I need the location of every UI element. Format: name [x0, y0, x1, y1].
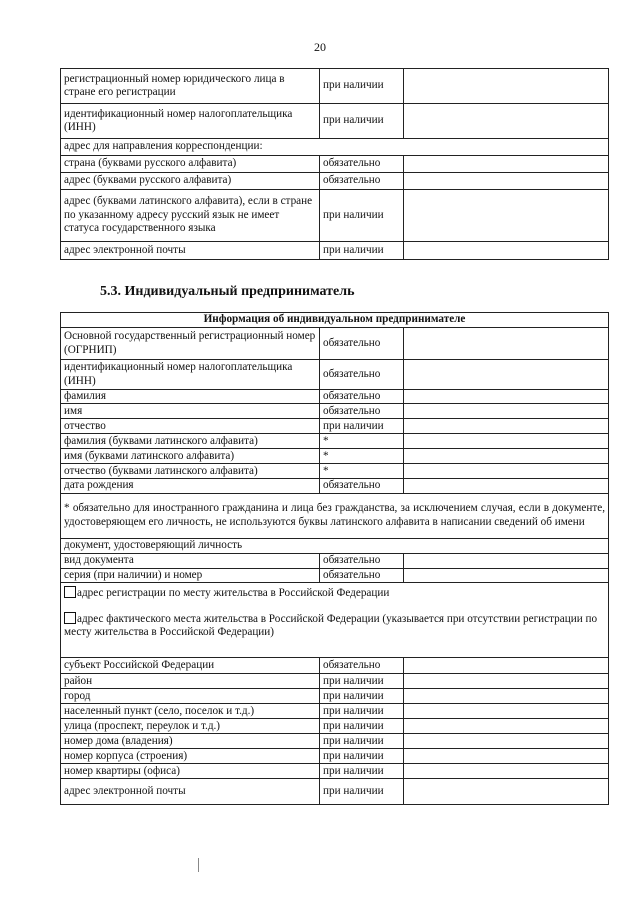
value-cell [404, 464, 609, 479]
address-option-actual[interactable] [64, 612, 605, 640]
address-options [61, 583, 609, 658]
requirement-value: при наличии [320, 704, 404, 719]
field-label: улица (проспект, переулок и т.д.) [61, 719, 320, 734]
table-row [61, 764, 609, 779]
field-label: отчество (буквами латинского алфавита) [61, 464, 320, 479]
table-row [61, 69, 609, 104]
field-label: фамилия [61, 390, 320, 404]
table-row [61, 658, 609, 674]
value-cell [404, 390, 609, 404]
value-cell [404, 419, 609, 434]
field-label: идентификационный номер налогоплательщика (ИНН) [61, 104, 320, 139]
table-row [61, 734, 609, 749]
requirement-value: * [320, 434, 404, 449]
requirement-value: при наличии [320, 104, 404, 139]
field-label: номер квартиры (офиса) [61, 764, 320, 779]
requirement-value: обязательно [320, 328, 404, 360]
entrepreneur-info-table [60, 312, 609, 805]
value-cell [404, 173, 609, 190]
field-label: дата рождения [61, 479, 320, 493]
address-option-actual-label: адрес фактического места жительства в Российской Федерации (указывается при отсутствии регистрации по месту жительства в Российской Федерации) [64, 612, 598, 639]
footnote: * обязательно для иностранного гражданина и лица без гражданства, за исключением случая, если в документе, удостоверяющем его личность, не используются буквы латинского алфавита в написании сведений об имени [61, 493, 609, 538]
requirement-value: * [320, 449, 404, 464]
requirement-value: при наличии [320, 779, 404, 805]
requirement-value: при наличии [320, 419, 404, 434]
table-row [61, 242, 609, 260]
value-cell [404, 764, 609, 779]
requirement-value: обязательно [320, 404, 404, 419]
table-row [61, 674, 609, 689]
value-cell [404, 479, 609, 493]
table-row [61, 419, 609, 434]
field-label: населенный пункт (село, поселок и т.д.) [61, 704, 320, 719]
value-cell [404, 69, 609, 104]
field-label: номер корпуса (строения) [61, 749, 320, 764]
requirement-value: при наличии [320, 242, 404, 260]
requirement-value: обязательно [320, 173, 404, 190]
table-row [61, 190, 609, 242]
table-row [61, 449, 609, 464]
field-label: город [61, 689, 320, 704]
field-label: страна (буквами русского алфавита) [61, 156, 320, 173]
document-heading: документ, удостоверяющий личность [61, 538, 609, 553]
address-option-registration-label: адрес регистрации по месту жительства в Российской Федерации [77, 587, 390, 600]
table-row [61, 173, 609, 190]
field-label: имя (буквами латинского алфавита) [61, 449, 320, 464]
value-cell [404, 242, 609, 260]
table-row [61, 568, 609, 582]
table-header: Информация об индивидуальном предпринимателе [61, 313, 609, 328]
table-row [61, 479, 609, 493]
table-row [61, 390, 609, 404]
requirement-value: обязательно [320, 568, 404, 582]
table-row [61, 360, 609, 390]
scan-mark [198, 858, 199, 872]
table-row [61, 779, 609, 805]
value-cell [404, 104, 609, 139]
value-cell [404, 328, 609, 360]
value-cell [404, 434, 609, 449]
field-label: район [61, 674, 320, 689]
page-number: 20 [314, 40, 326, 54]
address-option-registration[interactable] [64, 586, 605, 600]
requirement-value: обязательно [320, 360, 404, 390]
table-row [61, 689, 609, 704]
value-cell [404, 360, 609, 390]
value-cell [404, 658, 609, 674]
table-row [61, 553, 609, 568]
value-cell [404, 734, 609, 749]
requirement-value: обязательно [320, 658, 404, 674]
table-header-row [61, 313, 609, 328]
field-label: адрес электронной почты [61, 779, 320, 805]
field-label: идентификационный номер налогоплательщика (ИНН) [61, 360, 320, 390]
field-label: адрес электронной почты [61, 242, 320, 260]
field-label: адрес (буквами латинского алфавита), если в стране по указанному адресу русский язык не имеет статуса государственного языка [61, 190, 320, 242]
requirement-value: при наличии [320, 734, 404, 749]
value-cell [404, 779, 609, 805]
field-label: фамилия (буквами латинского алфавита) [61, 434, 320, 449]
value-cell [404, 190, 609, 242]
table-row [61, 434, 609, 449]
value-cell [404, 553, 609, 568]
field-label: Основной государственный регистрационный номер (ОГРНИП) [61, 328, 320, 360]
value-cell [404, 674, 609, 689]
requirement-value: при наличии [320, 749, 404, 764]
value-cell [404, 156, 609, 173]
correspondence-address-heading: адрес для направления корреспонденции: [61, 139, 609, 156]
table-row [61, 464, 609, 479]
value-cell [404, 449, 609, 464]
table-row [61, 538, 609, 553]
table-row [61, 749, 609, 764]
value-cell [404, 404, 609, 419]
requirement-value: * [320, 464, 404, 479]
field-label: субъект Российской Федерации [61, 658, 320, 674]
requirement-value: обязательно [320, 479, 404, 493]
field-label: отчество [61, 419, 320, 434]
value-cell [404, 704, 609, 719]
field-label: регистрационный номер юридического лица в стране его регистрации [61, 69, 320, 104]
value-cell [404, 719, 609, 734]
requirement-value: при наличии [320, 190, 404, 242]
table-row [61, 493, 609, 538]
table-row [61, 328, 609, 360]
requirement-value: обязательно [320, 156, 404, 173]
checkbox-icon[interactable] [64, 612, 76, 624]
table-row [61, 719, 609, 734]
table-row [61, 104, 609, 139]
requirement-value: при наличии [320, 69, 404, 104]
checkbox-icon[interactable] [64, 586, 76, 598]
field-label: серия (при наличии) и номер [61, 568, 320, 582]
requirement-value: при наличии [320, 719, 404, 734]
value-cell [404, 689, 609, 704]
field-label: вид документа [61, 553, 320, 568]
requirement-value: обязательно [320, 390, 404, 404]
field-label: номер дома (владения) [61, 734, 320, 749]
table-row [61, 139, 609, 156]
requirement-value: при наличии [320, 689, 404, 704]
requirement-value: при наличии [320, 674, 404, 689]
legal-entity-info-table [60, 68, 609, 260]
table-row [61, 704, 609, 719]
field-label: адрес (буквами русского алфавита) [61, 173, 320, 190]
address-options-row [61, 583, 609, 658]
value-cell [404, 749, 609, 764]
table-row [61, 404, 609, 419]
value-cell [404, 568, 609, 582]
table-row [61, 156, 609, 173]
section-title: 5.3. Индивидуальный предприниматель [100, 284, 355, 299]
field-label: имя [61, 404, 320, 419]
requirement-value: обязательно [320, 553, 404, 568]
requirement-value: при наличии [320, 764, 404, 779]
